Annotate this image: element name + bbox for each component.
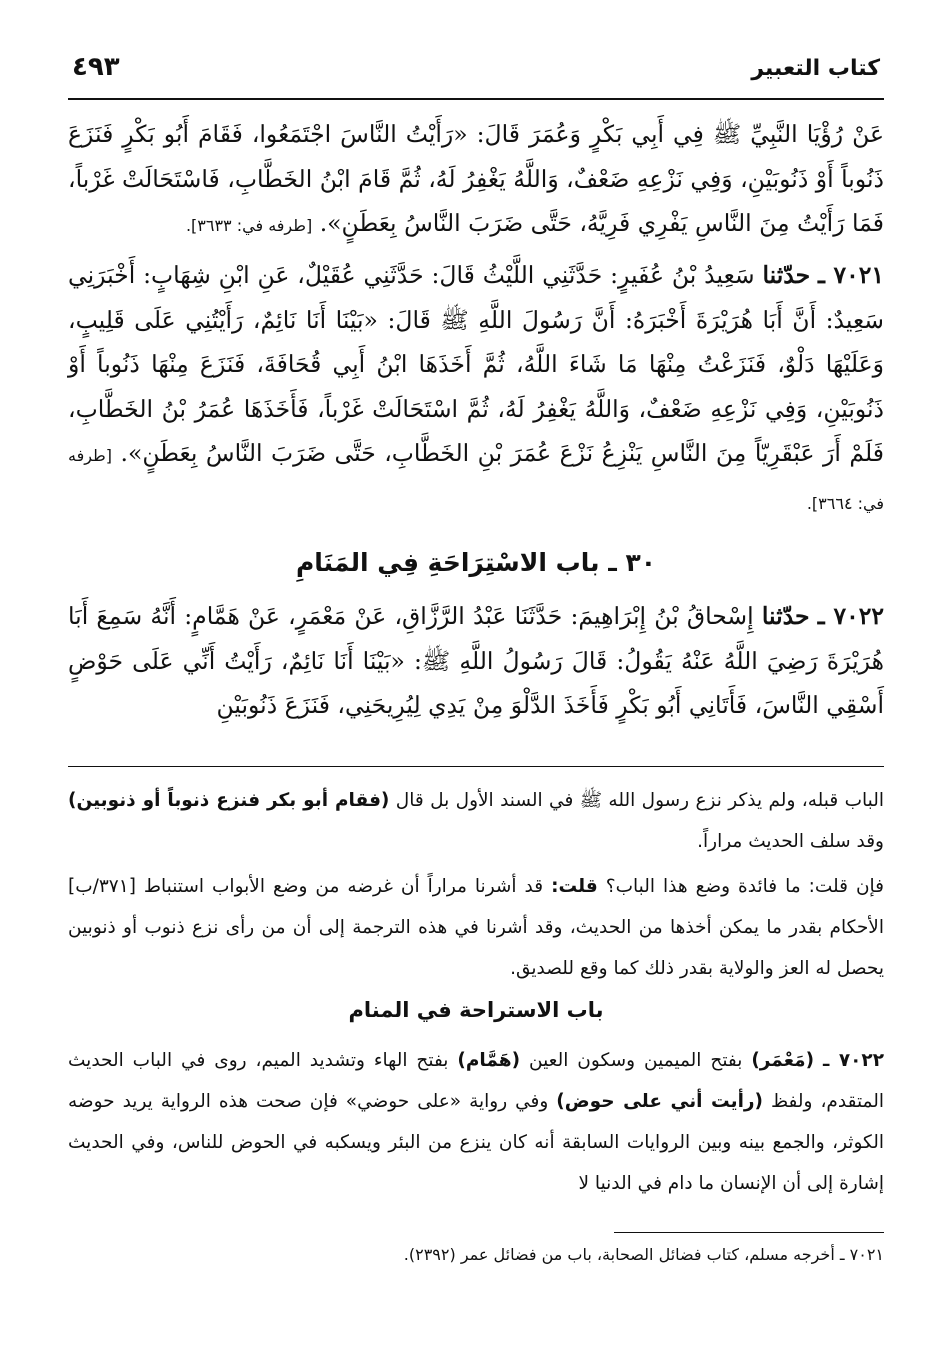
isnad-lead: حدّثنا [762,261,811,289]
quoted-phrase: (رأيت أني على حوض) [556,1091,764,1112]
hadith-number: ٧٠٢٢ ـ [823,1050,884,1071]
section-divider [68,766,884,767]
running-title: كتاب التعبير [751,56,880,81]
hadith-text: إِسْحاقُ بْنُ إِبْرَاهِيمَ: حَدَّثَنَا عَبْدُ الرَّزَّاقِ، عَنْ مَعْمَرٍ، عَنْ هَمَّامٍ: أَنَّهُ سَمِعَ أَبَا هُرَيْرَةَ رَضِيَ اللَّهُ عَنْهُ يَقُولُ: قَالَ رَسُولُ اللَّهِ ﷺ: «بَيْنَا أَنَا نَائِمٌ، رَأَيْتُ أَنِّي عَلَى حَوْضٍ أَسْقِي النَّاسَ، فَأَتَانِي أَبُو بَكْرٍ فَأَخَذَ الدَّلْوَ مِنْ يَدِي لِيُرِيحَنِي، فَنَزَعَ ذَنُوبَيْنِ [68,602,884,719]
hadith-7020-tail [68,112,884,249]
commentary-text: الباب قبله، ولم يذكر نزع رسول الله ﷺ في السند الأول بل قال [395,790,884,811]
footnote-rule [614,1232,884,1233]
commentary-text: بفتح الميمين وسكون العين [529,1050,743,1071]
commentary-para-2 [68,866,884,989]
hadith-7022 [68,594,884,728]
quoted-phrase: (هَمَّام) [457,1050,521,1071]
commentary-heading: باب الاستراحة في المنام [348,998,604,1022]
commentary-text: بفتح الهاء وتشديد الميم، روى في الباب الحديث المتقدم، ولفظ [68,1050,885,1112]
answer-lead: قلت: [551,876,598,897]
commentary-para-3 [68,1040,884,1204]
hadith-number: ٧٠٢١ ـ [818,261,884,289]
page-number: ٤٩٣ [72,52,120,82]
cross-reference: [طرفه في: ٣٦٦٤]. [68,446,884,513]
hadith-text: سَعِيدُ بْنُ عُفَيرٍ: حَدَّثَنِي اللَّيْثُ قَالَ: حَدَّثَنِي عُقَيْلٌ، عَنِ ابْنِ شِهَابٍ: أَخْبَرَنِي سَعِيدٌ: أَنَّ أَبَا هُرَيْرَةَ أَخْبَرَهُ: أَنَّ رَسُولَ اللَّهِ ﷺ قَالَ: «بَيْنَا أَنَا نَائِمٌ، رَأَيْتُنِي عَلَى قَلِيبٍ، وَعَلَيْهَا دَلْوٌ، فَنَزَعْتُ مِنْهَا مَا شَاءَ اللَّهُ، ثُمَّ أَخَذَهَا ابْنُ أَبِي قُحَافَةَ، فَنَزَعَ مِنْهَا ذَنُوباً أَوْ ذَنُوبَيْنِ، وَفِي نَزْعِهِ ضَعْفٌ، وَاللَّهُ يَغْفِرُ لَهُ، ثُمَّ اسْتَحَالَتْ غَرْباً، فَأَخَذَهَا عُمَرُ بْنُ الخَطَّابِ، فَلَمْ أَرَ عَبْقَرِيّاً مِنَ النَّاسِ يَنْزِعُ نَزْعَ عُمَرَ بْنِ الخَطَّابِ، حَتَّى ضَرَبَ النَّاسُ بِعَطَنٍ». [68,261,884,467]
quoted-phrase: (فقام أبو بكر فنزع ذنوباً أو ذنوبين) [68,790,390,811]
commentary-para-1 [68,780,884,862]
hadith-text: عَنْ رُؤْيَا النَّبِيِّ ﷺ فِي أَبِي بَكْرٍ وَعُمَرَ قَالَ: «رَأَيْتُ النَّاسَ اجْتَمَعُوا، فَقَامَ أَبُو بَكْرٍ فَنَزَعَ ذَنُوباً أَوْ ذَنُوبَيْنِ، وَفِي نَزْعِهِ ضَعْفٌ، وَاللَّهُ يَغْفِرُ لَهُ، ثُمَّ قَامَ ابْنُ الخَطَّابِ، فَاسْتَحَالَتْ غَرْباً، فَمَا رَأَيْتُ مِنَ النَّاسِ يَفْرِي فَرِيَّهُ، حَتَّى ضَرَبَ النَّاسُ بِعَطَنٍ». [68,120,884,237]
isnad-lead: حدّثنا [761,602,810,630]
commentary-text: فإن قلت: ما فائدة وضع هذا الباب؟ [605,876,885,897]
cross-reference: [طرفه في: ٣٦٣٣]. [185,216,313,235]
page-header [68,44,884,100]
hadith-7021 [68,253,884,526]
commentary-text: وقد سلف الحديث مراراً. [697,831,884,852]
commentary-text: قد أشرنا مراراً أن غرضه من وضع الأبواب استنباط [٣٧١/ب] الأحكام بقدر ما يمكن أخذها من الحديث، وقد أشرنا في هذه الترجمة إلى أن من رأى نزع ذنوب أو ذنوبين يحصل له العز والولاية بقدر ذلك كما وقع للصديق. [68,876,884,979]
chapter-heading: ٣٠ ـ باب الاسْتِرَاحَةِ فِي المَنَامِ [295,548,657,577]
hadith-number: ٧٠٢٢ ـ [817,602,884,630]
footnote: ٧٠٢١ ـ أخرجه مسلم، كتاب فضائل الصحابة، باب من فضائل عمر (٢٣٩٢). [403,1245,884,1264]
quoted-phrase: (مَعْمَر) [751,1050,815,1071]
commentary-text: وفي رواية «على حوضي» فإن صحت هذه الرواية يريد حوضه الكوثر، والجمع بينه وبين الروايات السابقة أنه كان ينزع من البئر ويسكبه في الحوض للناس، وفي الحديث إشارة إلى أن الإنسان ما دام في الدنيا لا [68,1091,884,1194]
